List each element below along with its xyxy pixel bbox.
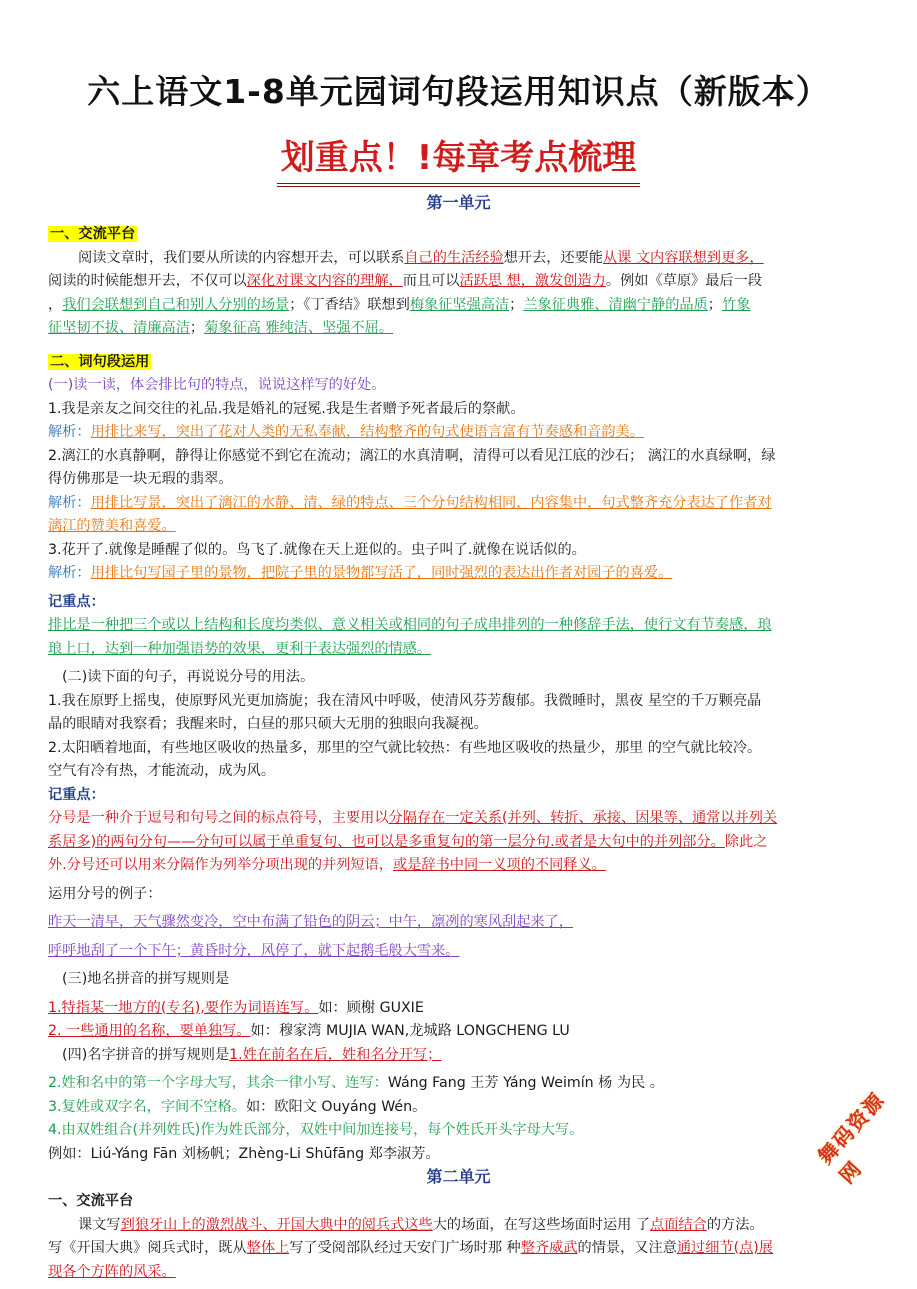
highlight-run: 现各个方阵的风采。 xyxy=(48,1263,176,1280)
semicolon-example-label: 运用分号的例子： xyxy=(48,885,162,902)
highlight-run: 活跃思 想，激发创造力 xyxy=(459,273,606,289)
highlight-run: 我们会联想到自己和别人分别的场景 xyxy=(62,296,290,313)
highlight-run: 整齐威武 xyxy=(520,1240,578,1256)
text-run: ； xyxy=(707,296,722,313)
subtitle-text: 划重点！!每章考点梳理 xyxy=(277,130,641,187)
key-point-text: 排比是一种把三个或以上结构和长度均类似、意义相关或相同的句子成串排列的一种修辞手法，使行文有节奏感，琅 xyxy=(48,617,772,633)
document-title: 六上语文1-8单元园词句段运用知识点（新版本） xyxy=(87,72,830,111)
highlight-run: 深化对课文内容的理解， xyxy=(246,273,403,289)
rule-text: 2.姓和名中的第一个字母大写，其余一律小写、连写： xyxy=(48,1075,388,1091)
analysis-label: 解析： xyxy=(48,565,91,581)
key-point-label: 记重点： xyxy=(48,593,105,610)
highlight-run: 征坚韧不拔、清廉高洁 xyxy=(48,320,190,336)
rule-example: 如：穆家湾 MUJIA WAN,龙城路 LONGCHENG LU xyxy=(250,1023,570,1039)
text-run: ； xyxy=(189,320,205,336)
unit1-content xyxy=(48,223,870,1166)
text-run: 想开去，还要能 xyxy=(503,249,603,266)
highlight-run: 通过细节(点)展 xyxy=(676,1240,774,1256)
highlight-run: 菊象征高 雅纯洁、坚强不屈。 xyxy=(204,320,394,336)
text-run: 阅读的时候能想开去，不仅可以 xyxy=(48,273,247,289)
question-heading: (四)名字拼音的拼写规则是 xyxy=(62,1046,230,1063)
highlight-run: 或是辞书中同一义项的不同释义。 xyxy=(393,857,606,873)
text-run: 除此之 xyxy=(724,833,768,850)
key-point-label: 记重点： xyxy=(48,786,105,803)
rule-text: 2. 一些通用的名称，要单独写。 xyxy=(48,1023,251,1039)
example-sentence: 1.我在原野上摇曳，使原野风光更加旖旎；我在清风中呼吸，使清风芬芳馥郁。我微睡时，黑夜 星空的千万颗亮晶 xyxy=(48,692,762,709)
highlight-run: 分隔存在一定关系(并列、转折、承接、因果等、通常以并列关 xyxy=(388,810,778,826)
text-run: 而且可以 xyxy=(402,273,460,289)
example-sentence: 3.花开了.就像是睡醒了似的。鸟飞了.就像在天上逛似的。虫子叫了.就像在说话似的。 xyxy=(48,541,586,558)
rule-example: 例如：Liú-Yáng Fān 刘杨帆；Zhèng-Li Shūfāng 郑李淑芳。 xyxy=(48,1145,440,1162)
example-sentence: 空气有冷有热，才能流动，成为风。 xyxy=(48,763,276,779)
key-point-text: 琅上口，达到一种加强语势的效果，更利于表达强烈的情感。 xyxy=(48,640,432,657)
text-run: 分号是一种介于逗号和句号之间的标点符号，主要用以 xyxy=(48,810,389,826)
unit2-title: 第二单元 xyxy=(426,1167,491,1186)
text-run: 写《开国大典》阅兵式时，既从 xyxy=(48,1240,247,1256)
analysis-text: 用排比来写，突出了花对人类的无私奉献，结构整齐的句式使语言富有节奏感和音韵美。 xyxy=(90,424,644,440)
highlight-run: 梅象征坚强高洁 xyxy=(409,296,510,313)
analysis-label: 解析： xyxy=(48,494,91,511)
section-heading: 一、交流平台 xyxy=(50,226,136,242)
question-heading: (三)地名拼音的拼写规则是 xyxy=(62,971,230,987)
text-run: 写了受阅部队经过天安门广场时那 种 xyxy=(289,1240,521,1256)
highlight-run: 兰象征典雅、清幽宁静的品质 xyxy=(523,296,708,313)
semicolon-example: 昨天一清早，天气骤然变冷，空中布满了铅色的阴云；中午，凛冽的寒风刮起来了， xyxy=(48,914,573,930)
analysis-text: 用排比句写园子里的景物，把院子里的景物都写活了，同时强烈的表达出作者对园子的喜爱。 xyxy=(90,565,673,581)
highlight-run: 到狼牙山上的激烈战斗、开国大典中的阅兵式这些 xyxy=(120,1216,433,1233)
example-sentence: 晶的眼睛对我察看；我醒来时，白昼的那只硕大无朋的独眼向我凝视。 xyxy=(48,716,488,732)
example-sentence: 2.太阳晒着地面，有些地区吸收的热量多，那里的空气就比较热：有些地区吸收的热量少，那里 的空气就比较冷。 xyxy=(48,739,762,756)
analysis-text: 用排比写景，突出了漓江的水静、清、绿的特点、三个分句结构相同，内容集中，句式整齐充分表达了作者对 xyxy=(90,494,772,511)
highlight-run: 点面结合 xyxy=(650,1216,707,1233)
unit1-title: 第一单元 xyxy=(426,193,491,212)
highlight-run: 自己的生活经验 xyxy=(404,249,504,266)
rule-text: 1.特指某一地方的(专名),要作为词语连写。 xyxy=(48,999,319,1016)
highlight-run: 系居多)的两句分句——分句可以属于单重复句、也可以是多重复句的第一层分句.或者是大句中的并列部分。 xyxy=(48,833,725,850)
text-run: 外.分号还可以用来分隔作为列举分项出现的并列短语， xyxy=(48,857,394,873)
text-run: 。例如《草原》最后一段 xyxy=(605,273,762,289)
highlight-run: 整体上 xyxy=(246,1240,290,1256)
question-heading: (一)读一读，体会排比句的特点，说说这样写的好处。 xyxy=(48,377,386,393)
example-sentence: 2.漓江的水真静啊，静得让你感觉不到它在流动；漓江的水真清啊，清得可以看见江底的沙石； 漓江的水真绿啊，绿 xyxy=(48,447,776,464)
analysis-text: 漓江的赞美和喜爱。 xyxy=(48,518,176,534)
text-run: 课文写 xyxy=(78,1216,121,1233)
example-sentence: 1.我是亲友之间交往的礼品.我是婚礼的冠冕.我是生者赠予死者最后的祭献。 xyxy=(48,400,525,417)
document-subtitle xyxy=(0,130,917,187)
rule-text: 1.姓在前名在后，姓和名分开写； xyxy=(229,1046,442,1063)
watermark-logo: 舞码资源网 xyxy=(812,1087,890,1189)
rule-example: Wáng Fang 王芳 Yáng Weimín 杨 为民 。 xyxy=(387,1075,664,1091)
unit2-content xyxy=(48,1190,870,1284)
analysis-label: 解析： xyxy=(48,424,91,440)
rule-example: 如：欧阳文 Ouyáng Wén。 xyxy=(245,1098,427,1115)
text-run: 的情景，又注意 xyxy=(577,1240,677,1256)
rule-example: 如：顾榭 GUXIE xyxy=(318,999,424,1016)
question-heading: (二)读下面的句子，再说说分号的用法。 xyxy=(62,669,315,685)
text-run: 的方法。 xyxy=(706,1216,764,1233)
text-run: 大的场面，在写这些场面时运用 了 xyxy=(432,1216,651,1233)
rule-text: 3.复姓或双字名，字间不空格。 xyxy=(48,1098,246,1115)
rule-text: 4.由双姓组合(并列姓氏)作为姓氏部分，双姓中间加连接号，每个姓氏开头字母大写。 xyxy=(48,1122,584,1138)
text-run: ， xyxy=(48,296,63,313)
text-run: ； xyxy=(509,296,524,313)
paragraph-exchange-platform xyxy=(48,247,870,341)
example-sentence: 得仿佛那是一块无瑕的翡翠。 xyxy=(48,471,233,487)
text-run: 阅读文章时，我们要从所读的内容想开去，可以联系 xyxy=(78,249,405,266)
semicolon-example: 呼呼地刮了一个下午；黄昏时分，风停了，就下起鹅毛般大雪来。 xyxy=(48,942,460,959)
section-heading: 一、交流平台 xyxy=(48,1193,134,1209)
section-heading: 二、词句段运用 xyxy=(50,353,150,370)
text-run: ；《丁香结》联想到 xyxy=(289,296,410,313)
highlight-run: 从课 文内容联想到更多， xyxy=(602,249,764,266)
highlight-run: 竹象 xyxy=(722,296,751,313)
